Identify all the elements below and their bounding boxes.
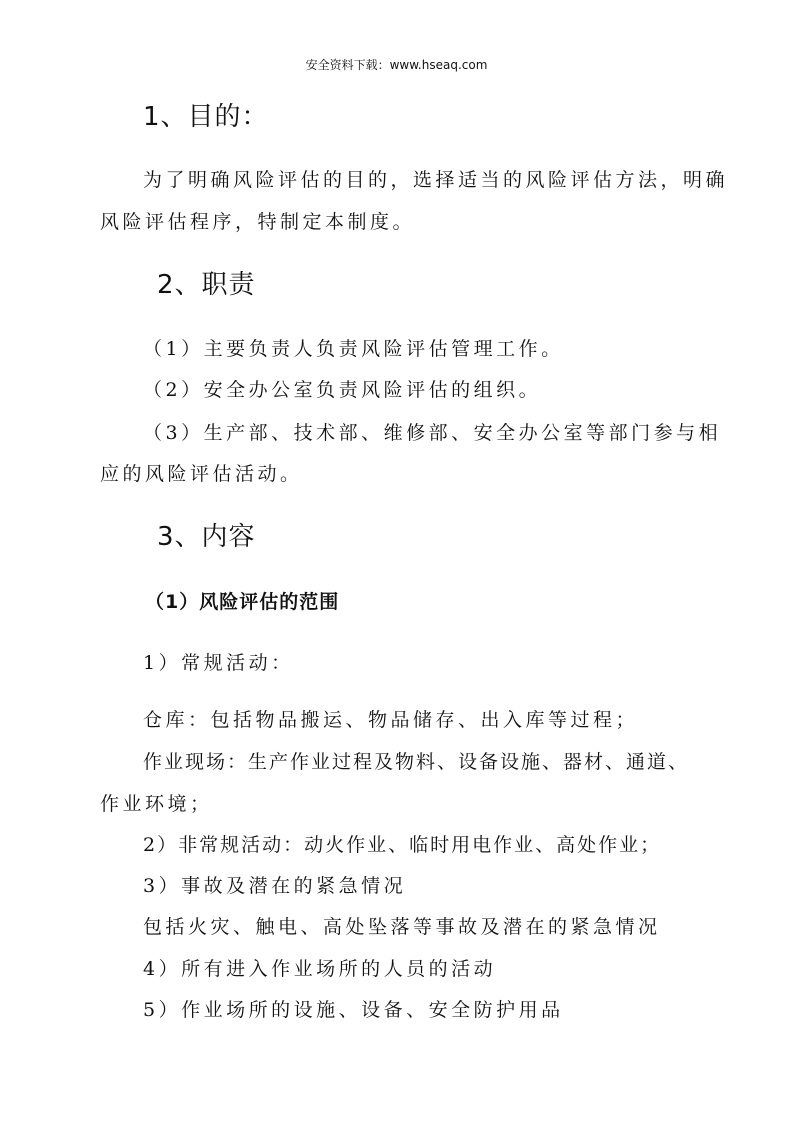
duties-item-3-line-1: （3）生产部、技术部、维修部、安全办公室等部门参与相 [143, 422, 722, 444]
site-text-line-1: 作业现场：生产作业过程及物料、设备设施、器材、通道、 [143, 751, 690, 773]
content-subheading-scope: （1）风险评估的范围 [145, 591, 340, 613]
purpose-text-line-2: 风险评估程序，特制定本制度。 [100, 211, 416, 233]
accidents-detail-text: 包括火灾、触电、高处坠落等事故及潜在的紧急情况 [143, 916, 661, 938]
personnel-activities-text: 4）所有进入作业场所的人员的活动 [143, 958, 497, 980]
duties-item-1: （1）主要负责人负责风险评估管理工作。 [143, 338, 564, 360]
section-heading-duties: 2、职责 [157, 270, 256, 300]
purpose-text-line-1: 为了明确风险评估的目的，选择适当的风险评估方法，明确 [143, 169, 729, 191]
page-header: 安全资料下载：www.hseaq.com [305, 58, 488, 72]
section-heading-content: 3、内容 [157, 522, 256, 552]
duties-item-2: （2）安全办公室负责风险评估的组织。 [143, 379, 542, 401]
nonroutine-activities-text: 2）非常规活动：动火作业、临时用电作业、高处作业； [143, 834, 662, 856]
duties-item-3-line-2: 应的风险评估活动。 [100, 463, 303, 485]
section-heading-purpose: 1、目的： [143, 102, 269, 132]
site-text-line-2: 作业环境； [100, 793, 213, 815]
accidents-label: 3）事故及潜在的紧急情况 [143, 875, 407, 897]
warehouse-text: 仓库：包括物品搬运、物品储存、出入库等过程； [143, 709, 639, 731]
routine-activities-label: 1）常规活动： [143, 652, 294, 674]
facilities-text: 5）作业场所的设施、设备、安全防护用品 [143, 999, 564, 1021]
